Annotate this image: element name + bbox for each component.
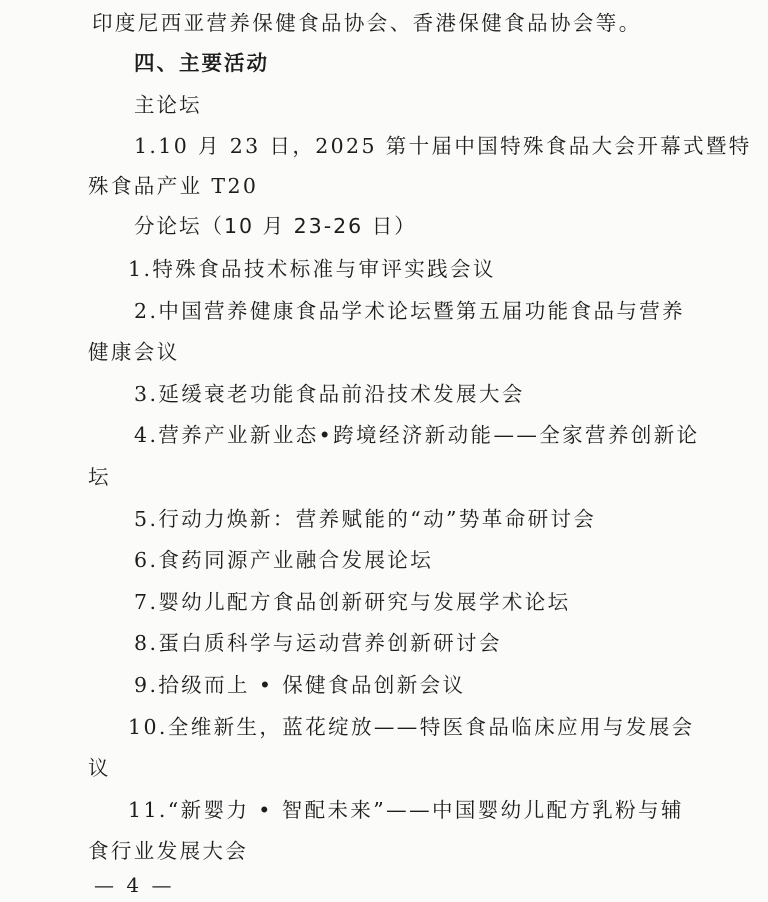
- list-item: 10.全维新生，蓝花绽放——特医食品临床应用与发展会: [128, 715, 695, 739]
- subheading-sub-forums: 分论坛（10 月 23-26 日）: [134, 214, 417, 238]
- list-item: 2.中国营养健康食品学术论坛暨第五届功能食品与营养: [134, 299, 686, 323]
- text-line: 殊食品产业 T20: [88, 174, 259, 198]
- list-item: 6.食药同源产业融合发展论坛: [134, 548, 434, 572]
- list-item: 8.蛋白质科学与运动营养创新研讨会: [134, 631, 502, 655]
- text-line: 印度尼西亚营养保健食品协会、香港保健食品协会等。: [92, 11, 642, 35]
- text-line: 健康会议: [88, 340, 180, 364]
- list-item: 9.拾级而上 • 保健食品创新会议: [134, 673, 466, 697]
- text-line: 议: [88, 756, 111, 780]
- list-item: 1.特殊食品技术标准与审评实践会议: [128, 257, 496, 281]
- list-item: 11.“新婴力 • 智配未来”——中国婴幼儿配方乳粉与辅: [128, 798, 684, 822]
- text-line: 坛: [88, 465, 111, 489]
- list-item: 7.婴幼儿配方食品创新研究与发展学术论坛: [134, 590, 571, 614]
- section-heading: 四、主要活动: [134, 51, 269, 75]
- text-line: 1.10 月 23 日，2025 第十届中国特殊食品大会开幕式暨特: [134, 134, 752, 158]
- list-item: 4.营养产业新业态•跨境经济新动能——全家营养创新论: [134, 423, 700, 447]
- list-item: 3.延缓衰老功能食品前沿技术发展大会: [134, 382, 525, 406]
- text-line: 食行业发展大会: [88, 839, 249, 863]
- subheading-main-forum: 主论坛: [134, 93, 202, 117]
- list-item: 5.行动力焕新：营养赋能的“动”势革命研讨会: [134, 507, 597, 531]
- page-number: — 4 —: [94, 873, 175, 897]
